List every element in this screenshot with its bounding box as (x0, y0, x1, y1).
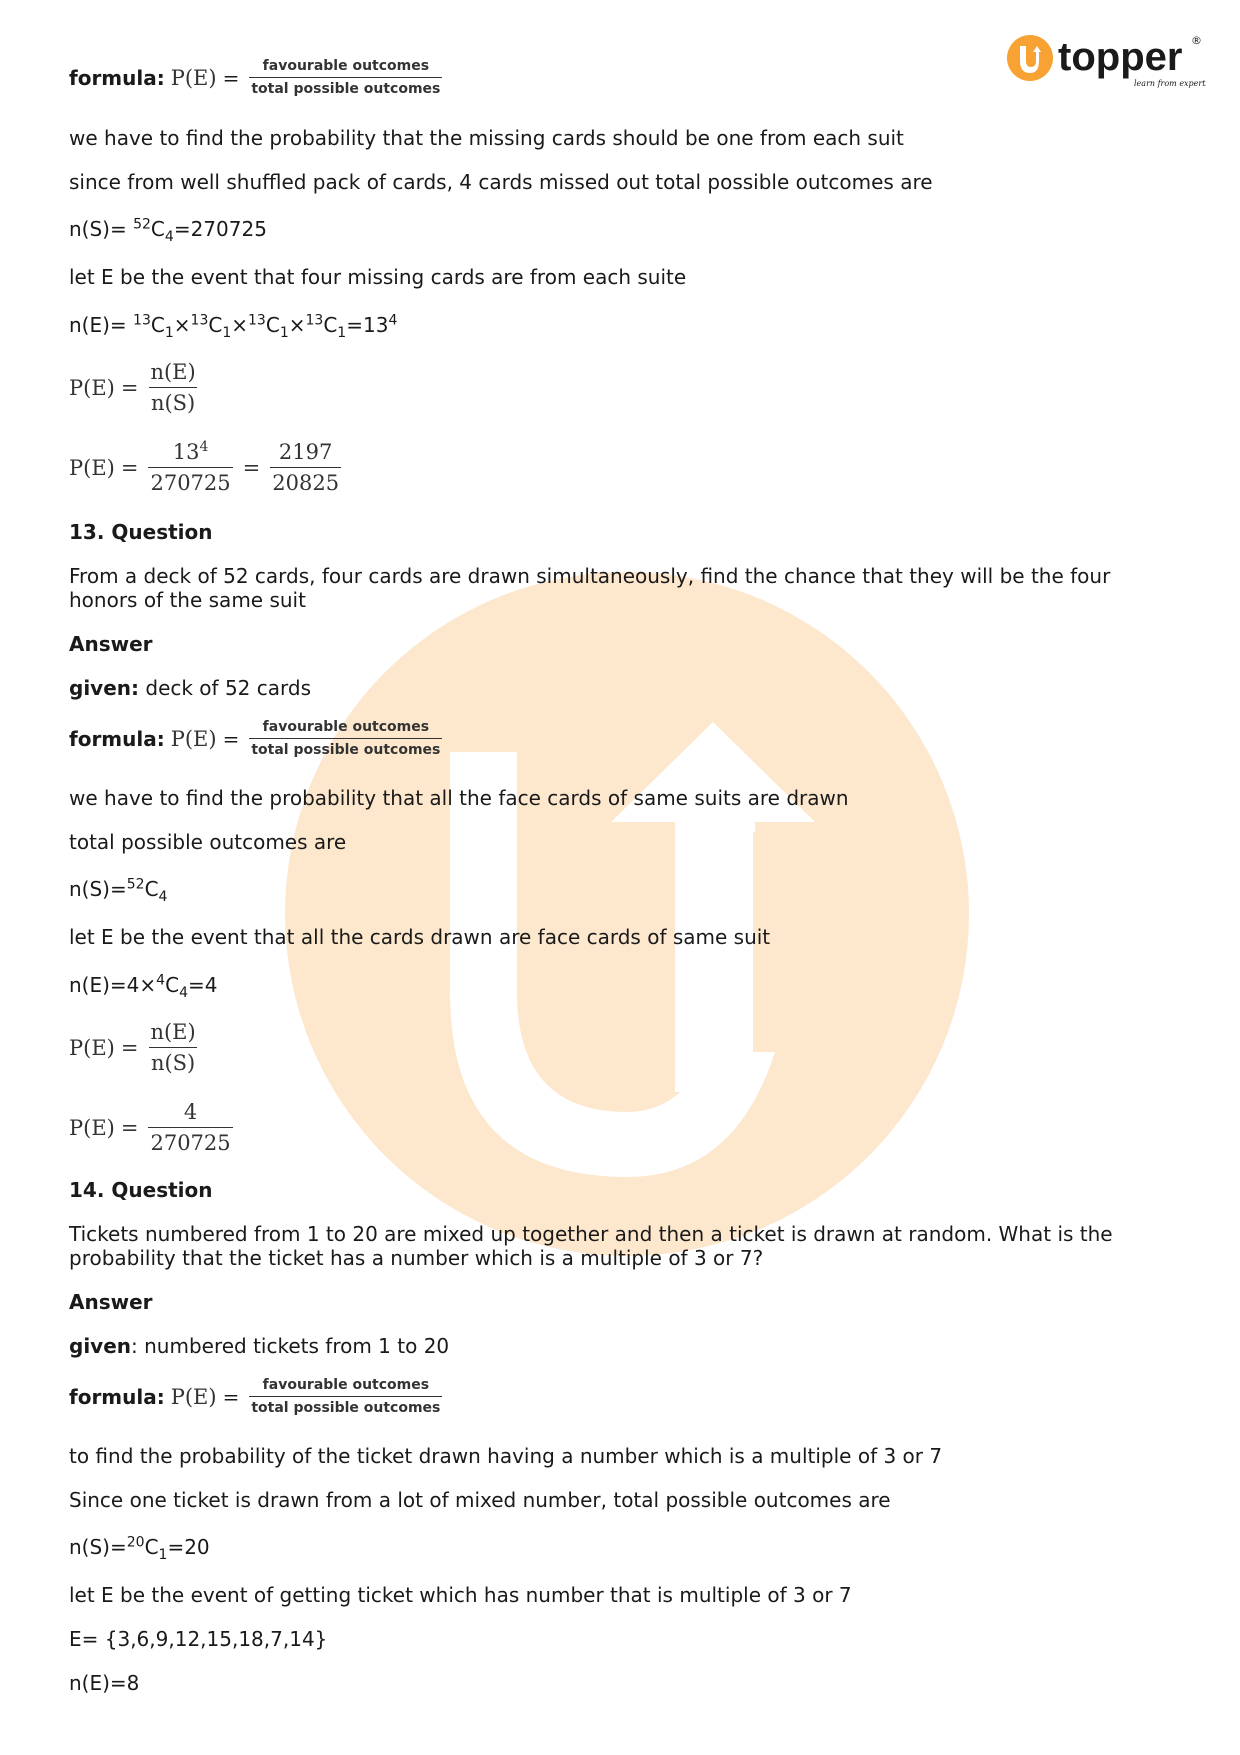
ne-equation (69, 312, 398, 341)
superscript: 13 (133, 312, 151, 329)
ns-equation (69, 216, 267, 245)
equals-sign: = (242, 455, 261, 480)
times-sign: × (231, 313, 249, 337)
equals-sign: = (120, 1035, 139, 1060)
given-value: : numbered tickets from 1 to 20 (131, 1334, 450, 1358)
formula-line (69, 58, 446, 97)
equals-sign: = (222, 1384, 240, 1409)
text-line: Since one ticket is drawn from a lot of mixed number, total possible outcomes are (69, 1488, 891, 1512)
superscript: 4 (156, 972, 166, 989)
formula-fraction (249, 58, 442, 97)
equals-sign: = (120, 455, 139, 480)
equals-sign: = (222, 726, 240, 751)
question-text: From a deck of 52 cards, four cards are drawn simultaneously, find the chance that they will be the four honors of the same suit (69, 564, 1111, 612)
ns-equation (69, 876, 168, 905)
text-line: let E be the event of getting ticket which has number that is multiple of 3 or 7 (69, 1583, 852, 1607)
subscript: 1 (164, 325, 174, 341)
subscript: 4 (164, 229, 174, 245)
pe-symbol: P(E) (69, 375, 115, 400)
ne-equation (69, 972, 218, 1001)
pe-symbol: P(E) (170, 726, 217, 751)
given-value: deck of 52 cards (139, 676, 311, 700)
text-line: total possible outcomes are (69, 830, 347, 854)
superscript: 52 (133, 216, 151, 233)
event-set: E= {3,6,9,12,15,18,7,14} (69, 1627, 328, 1651)
formula-fraction (249, 719, 442, 758)
brand-logo (1006, 30, 1206, 92)
ne-prefix: n(E)=4× (69, 973, 157, 997)
pe-result-equation (69, 440, 345, 495)
pe-ratio-equation (69, 360, 202, 415)
ns-equation (69, 1534, 210, 1563)
fraction (148, 360, 197, 415)
combination-symbol: C (165, 973, 180, 997)
superscript: 4 (199, 439, 209, 455)
formula-label: formula: (69, 65, 165, 90)
fraction-numerator: n(E) (150, 1020, 196, 1044)
combination-symbol: C (150, 217, 165, 241)
combination-symbol: C (150, 313, 165, 337)
question-text: Tickets numbered from 1 to 20 are mixed up together and then a ticket is drawn at random. What is the probability that the ticket has a number which is a multiple of 3 or 7? (69, 1222, 1113, 1270)
ns-prefix: n(S)= (69, 217, 134, 241)
pe-symbol: P(E) (170, 1384, 217, 1409)
equals-sign: = (120, 1115, 139, 1140)
subscript: 4 (158, 889, 168, 905)
fraction-denominator: 20825 (270, 467, 341, 495)
superscript: 4 (388, 312, 398, 329)
fraction-denominator: total possible outcomes (249, 1396, 442, 1416)
given-label: given (69, 1334, 132, 1358)
svg-text:learn from experts: learn from experts (1134, 79, 1206, 88)
fraction-denominator: n(S) (149, 1047, 197, 1075)
superscript: 13 (305, 312, 324, 329)
combination-symbol: C (265, 313, 280, 337)
ns-result: =20 (167, 1535, 210, 1559)
superscript: 13 (248, 312, 266, 329)
ne-result: =4 (187, 973, 218, 997)
ne-result: =13 (346, 313, 389, 337)
fraction-denominator: 270725 (148, 467, 232, 495)
base: 13 (172, 440, 200, 464)
fraction-numerator: 2197 (278, 440, 333, 464)
formula-line (69, 1377, 446, 1416)
subscript: 1 (337, 325, 347, 341)
subscript: 1 (222, 325, 232, 341)
fraction-numerator: 4 (183, 1100, 198, 1124)
fraction-numerator: favourable outcomes (262, 1377, 430, 1393)
question-heading: 14. Question (69, 1178, 213, 1202)
question-heading: 13. Question (69, 520, 213, 544)
combination-symbol: C (144, 1535, 159, 1559)
fraction-denominator: 270725 (148, 1127, 232, 1155)
ns-prefix: n(S)= (69, 1535, 127, 1559)
given-line (69, 676, 311, 700)
fraction-numerator: favourable outcomes (262, 719, 430, 735)
fraction (148, 1020, 197, 1075)
answer-label: Answer (69, 632, 153, 656)
combination-symbol: C (323, 313, 338, 337)
equals-sign: = (120, 375, 139, 400)
fraction-denominator: total possible outcomes (249, 77, 442, 97)
equals-sign: = (222, 65, 240, 90)
pe-symbol: P(E) (69, 455, 115, 480)
fraction-denominator: total possible outcomes (249, 738, 442, 758)
superscript: 20 (126, 1534, 145, 1551)
fraction-denominator: n(S) (149, 387, 197, 415)
pe-symbol: P(E) (69, 1035, 115, 1060)
ns-result: =270725 (173, 217, 267, 241)
fraction (148, 440, 232, 495)
superscript: 52 (126, 876, 145, 893)
fraction-numerator (171, 440, 211, 467)
subscript: 1 (279, 325, 289, 341)
times-sign: × (173, 313, 191, 337)
pe-symbol: P(E) (170, 65, 217, 90)
ne-prefix: n(E)= (69, 313, 134, 337)
pe-symbol: P(E) (69, 1115, 115, 1140)
formula-label: formula: (69, 1384, 165, 1409)
fraction-numerator: n(E) (150, 360, 196, 384)
formula-fraction (249, 1377, 442, 1416)
given-line (69, 1334, 449, 1358)
text-line: to find the probability of the ticket drawn having a number which is a multiple of 3 or 7 (69, 1444, 943, 1468)
ns-prefix: n(S)= (69, 877, 127, 901)
text-line: since from well shuffled pack of cards, 4 cards missed out total possible outcomes are (69, 170, 933, 194)
svg-text:topper: topper (1058, 35, 1183, 79)
fraction (270, 440, 341, 495)
text-line: we have to find the probability that the missing cards should be one from each suit (69, 126, 904, 150)
subscript: 4 (179, 985, 188, 1001)
combination-symbol: C (144, 877, 159, 901)
pe-result-equation (69, 1100, 237, 1155)
formula-label: formula: (69, 726, 165, 751)
text-line: let E be the event that four missing cards are from each suite (69, 265, 687, 289)
ne-value: n(E)=8 (69, 1671, 140, 1695)
combination-symbol: C (208, 313, 223, 337)
text-line: let E be the event that all the cards drawn are face cards of same suit (69, 925, 771, 949)
given-label: given: (69, 676, 140, 700)
answer-label: Answer (69, 1290, 153, 1314)
times-sign: × (288, 313, 306, 337)
topper-logo-icon (1006, 30, 1206, 92)
watermark-logo (285, 572, 969, 1256)
fraction-numerator: favourable outcomes (262, 58, 430, 74)
subscript: 1 (158, 1547, 168, 1563)
fraction (148, 1100, 232, 1155)
svg-text:®: ® (1191, 34, 1202, 47)
pe-ratio-equation (69, 1020, 202, 1075)
text-line: we have to find the probability that all the face cards of same suits are drawn (69, 786, 849, 810)
formula-line (69, 719, 446, 758)
superscript: 13 (190, 312, 209, 329)
